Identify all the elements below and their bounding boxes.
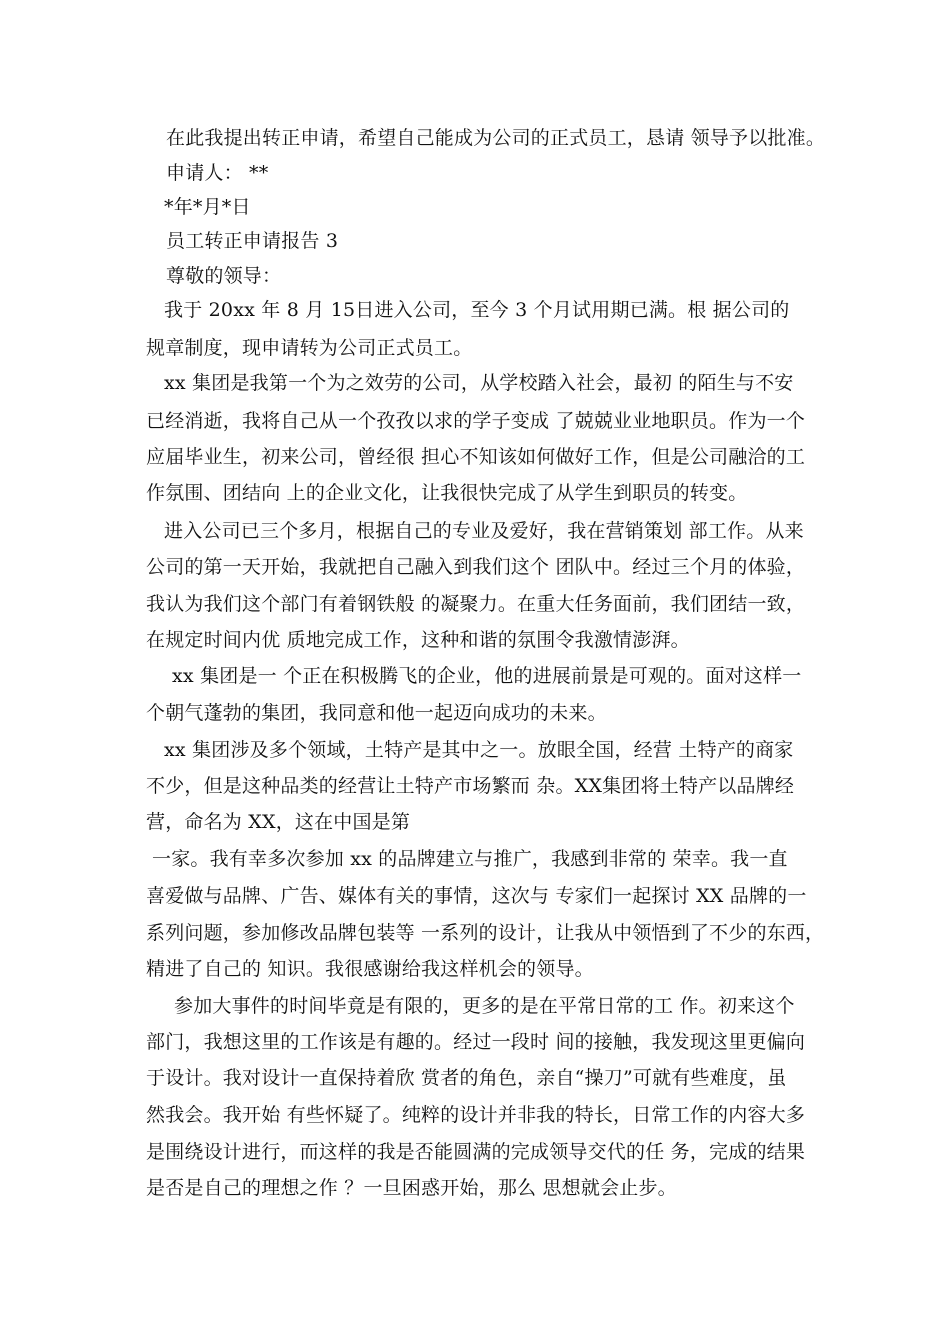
- applicant-line: 申请人： **: [166, 162, 269, 184]
- body-line: 精进了自己的 知识。我很感谢给我这样机会的领导。: [146, 958, 594, 980]
- body-line: 规章制度，现申请转为公司正式员工。: [146, 337, 473, 359]
- body-line: 营，命名为 XX，这在中国是第: [146, 811, 411, 833]
- body-line: xx 集团是我第一个为之效劳的公司，从学校踏入社会，最初 的陌生与不安: [164, 372, 794, 394]
- body-line: 一家。我有幸多次参加 xx 的品牌建立与推广，我感到非常的 荣幸。我一直: [152, 848, 788, 870]
- body-line: 进入公司已三个多月，根据自己的专业及爱好，我在营销策划 部工作。从来: [164, 520, 804, 542]
- body-line: 然我会。我开始 有些怀疑了。纯粹的设计并非我的特长，日常工作的内容大多: [146, 1104, 806, 1126]
- body-line: 于设计。我对设计一直保持着欣 赏者的角色，亲自“操刀”可就有些难度，虽: [146, 1067, 787, 1089]
- body-line: 我认为我们这个部门有着钢铁般 的凝聚力。在重大任务面前，我们团结一致，: [146, 593, 806, 615]
- body-line: 部门，我想这里的工作该是有趣的。经过一段时 间的接触，我发现这里更偏向: [146, 1031, 806, 1053]
- body-line: 是围绕设计进行，而这样的我是否能圆满的完成领导交代的任 务，完成的结果: [146, 1141, 806, 1163]
- date-line: *年*月*日: [164, 196, 251, 218]
- body-line: 应届毕业生，初来公司，曾经很 担心不知该如何做好工作，但是公司融洽的工: [146, 446, 806, 468]
- body-line: 我于 20xx 年 8 月 15日进入公司，至今 3 个月试用期已满。根 据公司的: [164, 299, 790, 321]
- body-line: 系列问题，参加修改品牌包装等 一系列的设计，让我从中领悟到了不少的东西，: [146, 922, 825, 944]
- body-line: 喜爱做与品牌、广告、媒体有关的事情，这次与 专家们一起探讨 XX 品牌的一: [146, 885, 807, 907]
- body-line: 在规定时间内优 质地完成工作，这种和谐的氛围令我激情澎湃。: [146, 629, 690, 651]
- salutation: 尊敬的领导：: [166, 265, 282, 287]
- report-title: 员工转正申请报告 3: [166, 230, 339, 252]
- body-line: 个朝气蓬勃的集团，我同意和他一起迈向成功的未来。: [146, 702, 607, 724]
- body-line: 公司的第一天开始，我就把自己融入到我们这个 团队中。经过三个月的体验，: [146, 556, 806, 578]
- body-line: xx 集团是一 个正在积极腾飞的企业，他的进展前景是可观的。面对这样一: [172, 665, 802, 687]
- body-line: 不少，但是这种品类的经营让土特产市场繁而 杂。XX集团将土特产以品牌经: [146, 775, 795, 797]
- body-line: 已经消逝，我将自己从一个孜孜以求的学子变成 了兢兢业业地职员。作为一个: [146, 410, 806, 432]
- body-line: 作氛围、团结向 上的企业文化，让我很快完成了从学生到职员的转变。: [146, 482, 748, 504]
- body-line: xx 集团涉及多个领域，土特产是其中之一。放眼全国，经营 土特产的商家: [164, 739, 794, 761]
- body-line: 是否是自己的理想之作 ？一旦困惑开始，那么 思想就会止步。: [146, 1177, 677, 1199]
- body-line: 在此我提出转正申请，希望自己能成为公司的正式员工，恳请 领导予以批准。: [166, 127, 826, 149]
- body-line: 参加大事件的时间毕竟是有限的，更多的是在平常日常的工 作。初来这个: [174, 995, 795, 1017]
